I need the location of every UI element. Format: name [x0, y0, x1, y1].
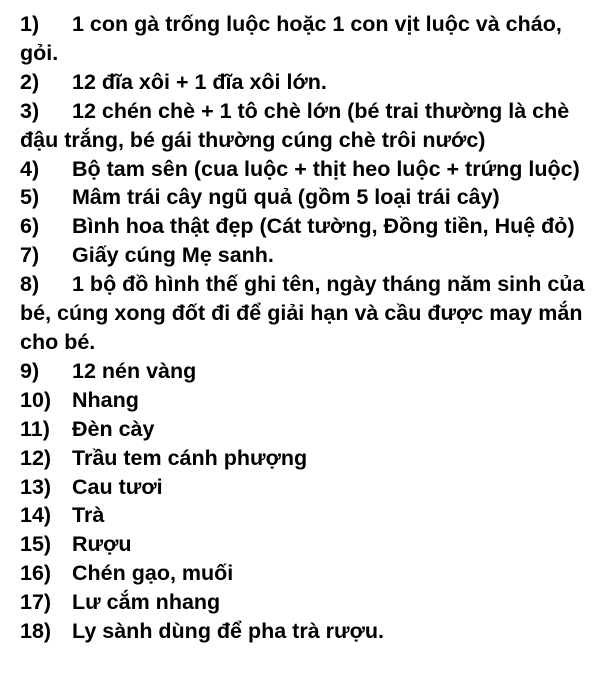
list-item	[20, 97, 598, 155]
item-number: 17)	[20, 590, 52, 615]
item-number: 14)	[20, 503, 52, 528]
list-item	[20, 386, 598, 415]
list-item	[20, 415, 598, 444]
item-number: 12)	[20, 445, 52, 470]
item-text: Bình hoa thật đẹp (Cát tường, Đồng tiền, Huệ đỏ)	[72, 214, 575, 239]
item-number: 5)	[20, 185, 40, 210]
list-item	[20, 473, 598, 502]
item-number: 8)	[20, 272, 40, 297]
item-text: Bộ tam sên (cua luộc + thịt heo luộc + trứng luộc)	[72, 156, 580, 181]
item-number: 11)	[20, 416, 50, 441]
item-text: 1 con gà trống luộc hoặc 1 con vịt luộc và cháo, gỏi.	[20, 12, 562, 65]
item-text: 12 chén chè + 1 tô chè lớn (bé trai thường là chè đậu trắng, bé gái thường cúng chè trôi nước)	[20, 98, 570, 152]
item-text: Trầu tem cánh phượng	[72, 445, 308, 470]
item-number: 2)	[20, 69, 40, 94]
item-number: 16)	[20, 561, 52, 586]
list-item	[20, 212, 598, 241]
list-item	[20, 588, 598, 617]
list-item	[20, 617, 598, 646]
list-item	[20, 68, 598, 97]
item-number: 3)	[20, 98, 40, 123]
item-text: Rượu	[72, 532, 132, 557]
item-text: 1 bộ đồ hình thế ghi tên, ngày tháng năm sinh của bé, cúng xong đốt đi để giải hạn và cầu được may mắn cho bé.	[20, 272, 585, 354]
item-text: Lư cắm nhang	[72, 590, 221, 615]
item-text: Nhang	[72, 387, 139, 412]
item-number: 10)	[20, 387, 52, 412]
list-item	[20, 357, 598, 386]
item-number: 9)	[20, 358, 40, 383]
item-number: 7)	[20, 243, 40, 268]
item-text: Ly sành dùng để pha trà rượu.	[72, 619, 384, 644]
list-item	[20, 270, 598, 357]
list-item	[20, 183, 598, 212]
list-item	[20, 501, 598, 530]
list-item	[20, 241, 598, 270]
item-text: Chén gạo, muối	[72, 561, 234, 586]
item-number: 1)	[20, 12, 40, 36]
item-number: 15)	[20, 532, 52, 557]
list-item	[20, 10, 598, 68]
item-text: 12 nén vàng	[72, 358, 197, 383]
item-text: Giấy cúng Mẹ sanh.	[72, 243, 274, 268]
item-text: 12 đĩa xôi + 1 đĩa xôi lớn.	[72, 69, 327, 94]
list-item	[20, 530, 598, 559]
offering-list	[20, 10, 598, 646]
item-number: 13)	[20, 474, 52, 499]
item-number: 6)	[20, 214, 40, 239]
item-text: Trà	[72, 503, 105, 528]
list-item	[20, 444, 598, 473]
item-text: Đèn cày	[72, 416, 155, 441]
list-item	[20, 559, 598, 588]
item-number: 4)	[20, 156, 40, 181]
list-item	[20, 155, 598, 184]
item-text: Cau tươi	[72, 474, 163, 499]
item-text: Mâm trái cây ngũ quả (gồm 5 loại trái cây)	[72, 185, 500, 210]
item-number: 18)	[20, 619, 52, 644]
